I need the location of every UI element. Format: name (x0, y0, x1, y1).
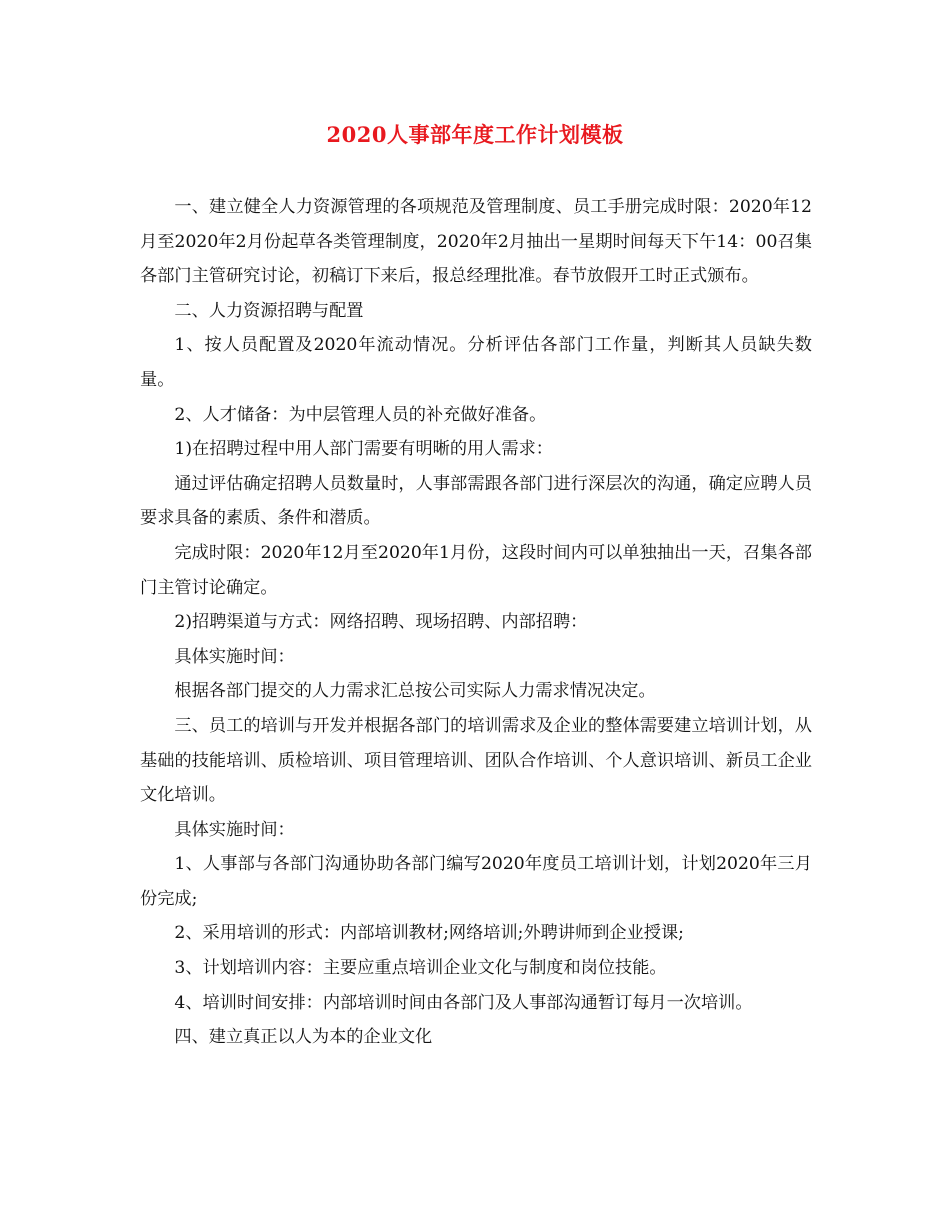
paragraph-section-4: 四、建立真正以人为本的企业文化 (174, 1027, 433, 1048)
paragraph-training-item-4: 4、培训时间安排：内部培训时间由各部门及人事部沟通暂订每月一次培训。 (174, 992, 753, 1013)
paragraph-section-2-heading: 二、人力资源招聘与配置 (174, 300, 364, 321)
paragraph-training-item-3: 3、计划培训内容：主要应重点培训企业文化与制度和岗位技能。 (174, 958, 667, 979)
paragraph-section-3: 三、员工的培训与开发并根据各部门的培训需求及企业的整体需要建立培训计划，从基础的技能培训、质检培训、项目管理培训、团队合作培训、个人意识培训、新员工企业文化培训。 (140, 715, 812, 806)
paragraph-section-1: 一、建立健全人力资源管理的各项规范及管理制度、员工手册完成时限：2020年12月至2020年2月份起草各类管理制度，2020年2月抽出一星期时间每天下午14：00召集各部门主管研究讨论，初稿订下来后，报总经理批准。春节放假开工时正式颁布。 (140, 197, 812, 287)
paragraph-subitem-1: 1)在招聘过程中用人部门需要有明晰的用人需求： (174, 439, 553, 460)
document-title: 2020人事部年度工作计划模板 (326, 122, 624, 147)
paragraph-subitem-2: 2)招聘渠道与方式：网络招聘、现场招聘、内部招聘： (174, 612, 588, 633)
paragraph-item-1: 1、按人员配置及2020年流动情况。分析评估各部门工作量，判断其人员缺失数量。 (140, 335, 812, 390)
paragraph-demand-summary: 根据各部门提交的人力需求汇总按公司实际人力需求情况决定。 (174, 681, 656, 702)
document-body (140, 190, 812, 1055)
paragraph-recruit-assessment: 通过评估确定招聘人员数量时，人事部需跟各部门进行深层次的沟通，确定应聘人员要求具备的素质、条件和潜质。 (140, 473, 812, 529)
paragraph-implementation-time-1: 具体实施时间： (174, 646, 295, 667)
paragraph-implementation-time-2: 具体实施时间： (174, 819, 295, 840)
paragraph-deadline: 完成时限：2020年12月至2020年1月份，这段时间内可以单独抽出一天，召集各部门主管讨论确定。 (140, 542, 812, 598)
paragraph-item-2: 2、人才储备：为中层管理人员的补充做好准备。 (174, 404, 547, 425)
paragraph-training-item-1: 1、人事部与各部门沟通协助各部门编写2020年度员工培训计划，计划2020年三月份完成; (140, 854, 812, 909)
paragraph-training-item-2: 2、采用培训的形式：内部培训教材;网络培训;外聘讲师到企业授课; (174, 923, 684, 944)
